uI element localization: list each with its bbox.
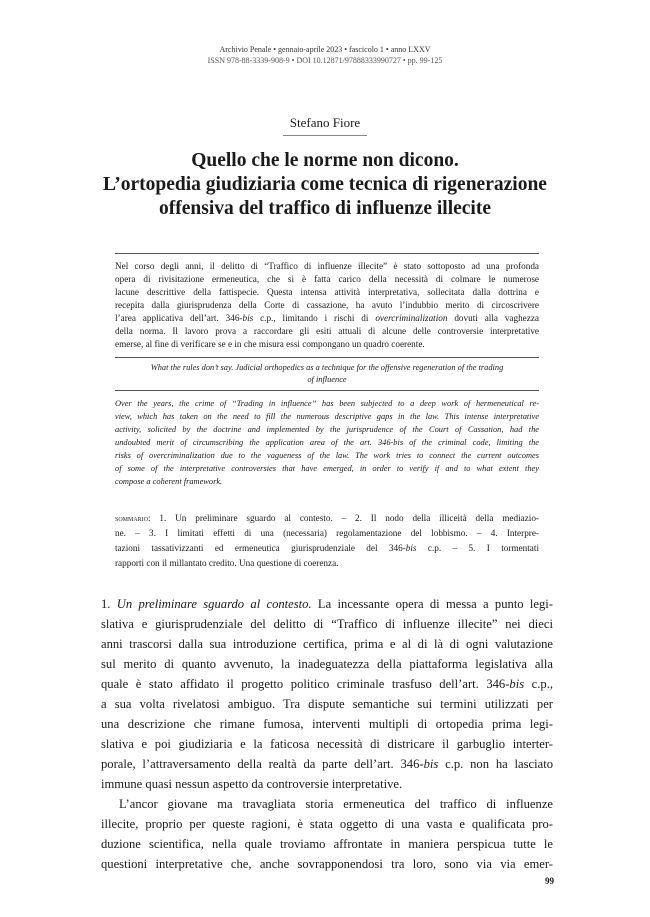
body-text: 1. Un preliminare sguardo al contesto. La incessante opera di messa a punto legi- slativa e giurisprudenziale del delitto di “Traffico di influenze illecite” nei dieci anni trascorsi dalla sua introduzione certifica, prima e al di là di ogni valutazione sul merito di quanto avvenuto, la inadeguatezza della piattaforma legislativa alla quale è stato affidato il progetto politico criminale trasfuso dell’art. 346-bis c.p., a sua volta rivelatosi ambiguo. Tra dispute semantiche sui termini utilizzati per una descrizione che rimane fumosa, interventi multipli di ortopedia prima legi- slativa e poi giudiziaria e la faticosa necessità di districare il garbuglio interter- porale, l’attraversamento della realtà da parte dell’art. 346-bis c.p. non ha lasciato immune quasi nessun aspetto da controversie interpretative. L’ancor giovane ma travagliata storia ermeneutica del traffico di influenze illecite, proprio per queste ragioni, è stata oggetto di una vasta e qualificata pro- duzione scientifica, nella quale troviamo affrontate in maniera perspicua tutte le questioni interpretative che, anche sovrapponendosi tra loro, sono via via emer- (101, 594, 553, 874)
abstract-mid-rule-1 (115, 357, 539, 358)
abstract-italian: Nel corso degli anni, il delitto di “Traffico di influenze illecite” è stato sottoposto ad una profonda opera di rivisitazione ermeneutica, che si è fatta carico della necessità di colmare le numerose lacune descrittive della fattispecie. Questa intensa attività interpretativa, sollecitata dalla dottrina e recepita dalla giurisprudenza della Corte di cassazione, ha avuto l’indubbio merito di circoscrivere l’area applicativa dell’art. 346-bis c.p., limitando i rischi di overcriminalization dovuti alla vaghezza della norma. Il lavoro prova a raccordare gli esiti attuali di alcune delle controversie interpretative emerse, al fine di verificare se e in che misura essi compongano un quadro coerente. (115, 261, 539, 349)
author-divider (283, 135, 367, 136)
section-heading-line: 1. Un preliminare sguardo al contesto. La incessante opera di messa a punto legi- (101, 597, 553, 611)
title-line-1: Quello che le norme non dicono. (191, 150, 459, 171)
abstract-mid-rule-2 (115, 390, 539, 391)
table-of-contents-summary: sommario: 1. Un preliminare sguardo al contesto. – 2. Il nodo della illiceità della mediazio- ne. – 3. I limitati effetti di una (necessaria) regolamentazione del lobbismo. – 4. Interpre- tazioni tassativizzanti ed ermeneutica giurisprudenziale del 346-bis c.p. – 5. I tormentati rapporti con il millantato credito. Una questione di coerenza. (115, 513, 539, 568)
abstract-block (115, 253, 539, 488)
article-title (60, 149, 590, 221)
summary-label: sommario: (115, 513, 151, 523)
author-name: Stefano Fiore (289, 115, 361, 130)
title-line-3: offensiva del traffico di influenze illecite (159, 198, 491, 219)
abstract-top-rule (115, 253, 539, 254)
section-number: 1. (101, 597, 117, 611)
identifiers-line: ISSN 978-88-3339-908-9 • DOI 10.12871/97888333990727 • pp. 99-125 (207, 56, 443, 65)
journal-line: Archivio Penale • gennaio-aprile 2023 • fascicolo 1 • anno LXXV (219, 45, 431, 54)
title-line-2: L’ortopedia giudiziaria come tecnica di rigenerazione (103, 174, 547, 195)
section-title: Un preliminare sguardo al contesto. (116, 597, 312, 611)
english-title: What the rules don’t say. Judicial orthopedics as a technique for the offensive regeneration of the trading of influence (150, 363, 504, 384)
abstract-english: Over the years, the crime of “Trading in influence” has been subjected to a deep work of hermeneutical re- view, which has taken on the need to fill the numerous descriptive gaps in the law. This intense interpretative activity, solicited by the doctrine and implemented by the jurisprudence of the Court of Cassation, had the undoubted merit of circumscribing the application area of the art. 346-bis of the criminal code, limiting the risks of overcriminalization due to the vagueness of the law. The work tries to connect the current outcomes of some of the interpretative controversies that have emerged, in order to verify if and to what extent they compose a coherent framework. (115, 399, 539, 486)
running-header (0, 44, 650, 66)
page-number: 99 (545, 876, 554, 886)
